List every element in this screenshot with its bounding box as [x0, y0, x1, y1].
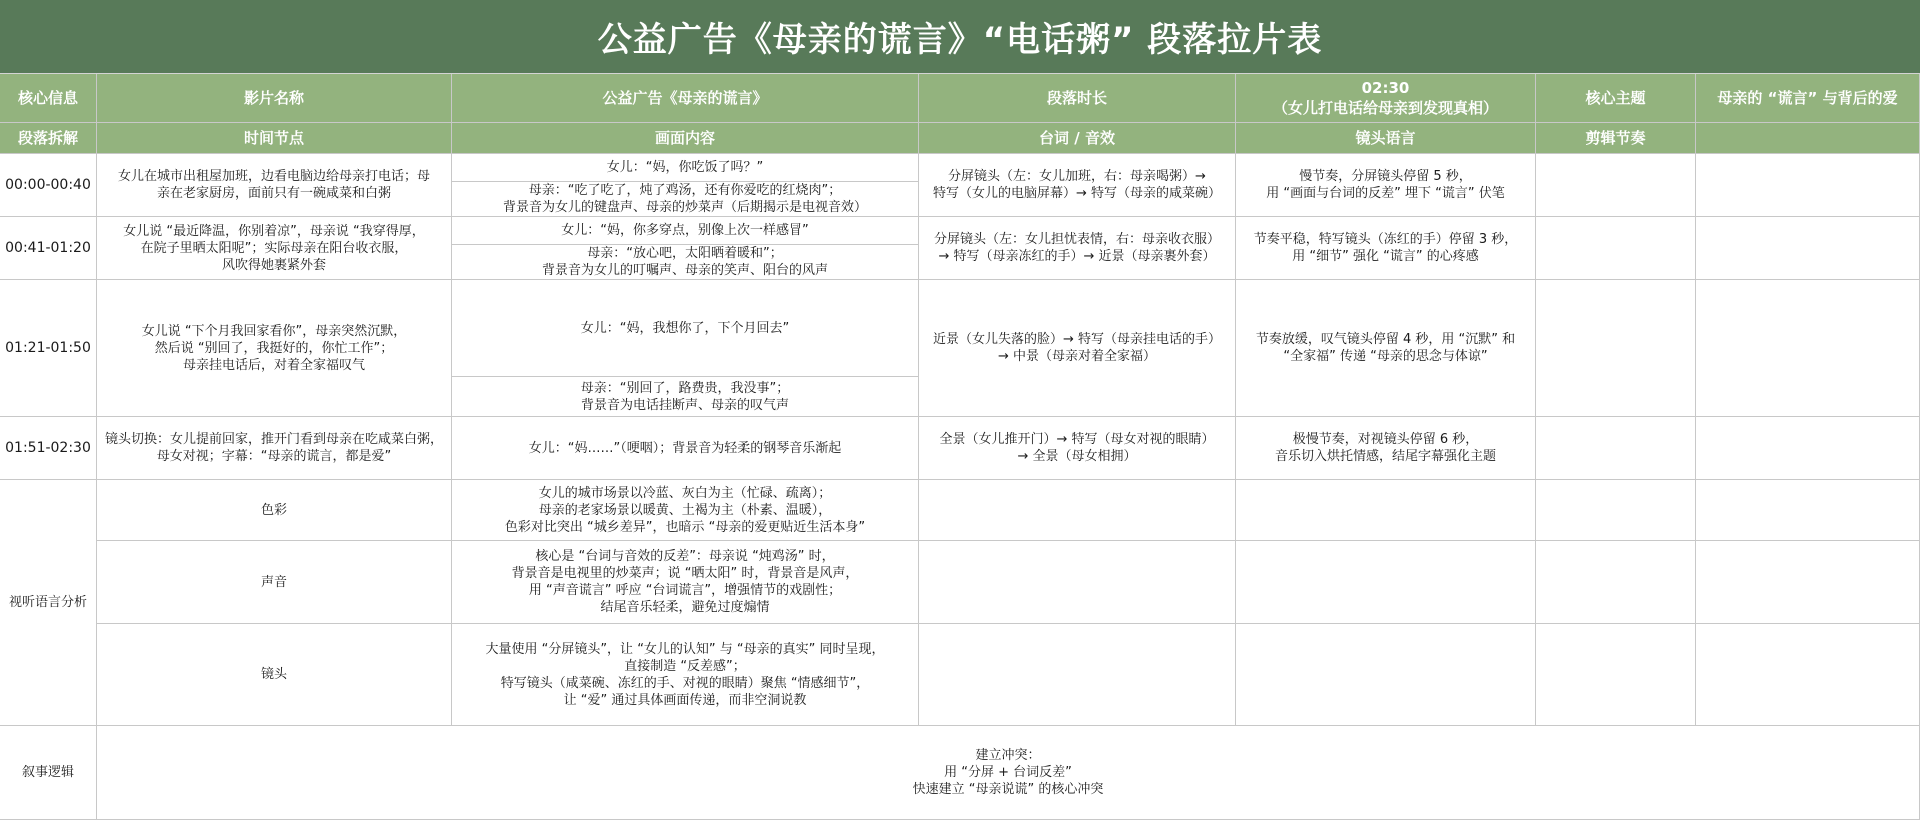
- segment-node: 女儿说 “最近降温，你别着凉”，母亲说 “我穿得厚， 在院子里晒太阳呢”；实际母亲在阳台收衣服， 风吹得她裹紧外套: [97, 217, 452, 280]
- sheet-title: 公益广告《母亲的谎言》“电话粥” 段落拉片表: [0, 0, 1920, 74]
- core-info-label: 核心信息: [0, 74, 97, 123]
- film-name: 公益广告《母亲的谎言》: [452, 74, 919, 123]
- segment-picture: 女儿：“妈……”（哽咽）；背景音为轻柔的钢琴音乐渐起: [452, 417, 919, 480]
- empty-cell: [1536, 154, 1696, 217]
- segment-rhythm: 慢节奏，分屏镜头停留 5 秒， 用 “画面与台词的反差” 埋下 “谎言” 伏笔: [1236, 154, 1536, 217]
- duration-value: 02:30 （女儿打电话给母亲到发现真相）: [1236, 74, 1536, 123]
- segment-camera: 近景（女儿失落的脸）→ 特写（母亲挂电话的手） → 中景（母亲对着全家福）: [919, 280, 1236, 417]
- empty-cell: [1696, 480, 1920, 541]
- dialogue-line: 女儿：“妈，你多穿点，别像上次一样感冒”: [452, 217, 918, 245]
- av-item-content: 女儿的城市场景以冷蓝、灰白为主（忙碌、疏离）； 母亲的老家场景以暖黄、土褐为主（朴素、温暖）， 色彩对比突出 “城乡差异”，也暗示 “母亲的爱更贴近生活本身”: [452, 480, 919, 541]
- narrative-content: 建立冲突： 用 “分屏 + 台词反差” 快速建立 “母亲说谎” 的核心冲突: [97, 726, 1920, 820]
- empty-cell: [919, 541, 1236, 624]
- empty-cell: [1536, 624, 1696, 726]
- empty-cell: [1236, 541, 1536, 624]
- theme-label: 核心主题: [1536, 74, 1696, 123]
- segment-picture: [452, 154, 919, 217]
- empty-cell: [1696, 624, 1920, 726]
- empty-cell: [919, 624, 1236, 726]
- av-item-name: 声音: [97, 541, 452, 624]
- segment-camera: 分屏镜头（左：女儿加班，右：母亲喝粥）→ 特写（女儿的电脑屏幕）→ 特写（母亲的咸菜碗）: [919, 154, 1236, 217]
- dialogue-line: 女儿：“妈，我想你了，下个月回去”: [452, 280, 918, 377]
- empty-header: [1696, 123, 1920, 154]
- empty-cell: [1696, 417, 1920, 480]
- film-name-label: 影片名称: [97, 74, 452, 123]
- segment-time: 00:41-01:20: [0, 217, 97, 280]
- empty-cell: [919, 480, 1236, 541]
- empty-cell: [1236, 480, 1536, 541]
- rhythm-header: 剪辑节奏: [1536, 123, 1696, 154]
- empty-cell: [1696, 280, 1920, 417]
- empty-cell: [1536, 417, 1696, 480]
- av-item-content: 大量使用 “分屏镜头”，让 “女儿的认知” 与 “母亲的真实” 同时呈现， 直接制造 “反差感”； 特写镜头（咸菜碗、冻红的手、对视的眼睛）聚焦 “情感细节”， 让 “爱” 通过具体画面传递，而非空洞说教: [452, 624, 919, 726]
- av-item-name: 镜头: [97, 624, 452, 726]
- empty-cell: [1536, 280, 1696, 417]
- dialogue-line: 母亲：“别回了，路费贵，我没事”； 背景音为电话挂断声、母亲的叹气声: [580, 380, 790, 413]
- dialogue-line: 母亲：“放心吧，太阳晒着暖和”； 背景音为女儿的叮嘱声、母亲的笑声、阳台的风声: [541, 246, 828, 278]
- theme-value: 母亲的 “谎言” 与背后的爱: [1696, 74, 1920, 123]
- segment-node: 镜头切换：女儿提前回家，推开门看到母亲在吃咸菜白粥， 母女对视；字幕：“母亲的谎言，都是爱”: [97, 417, 452, 480]
- segment-node: 女儿在城市出租屋加班，边看电脑边给母亲打电话；母 亲在老家厨房，面前只有一碗咸菜和白粥: [97, 154, 452, 217]
- segment-time: 01:51-02:30: [0, 417, 97, 480]
- breakdown-table: [0, 74, 1920, 797]
- segment-camera: 分屏镜头（左：女儿担忧表情，右：母亲收衣服） → 特写（母亲冻红的手）→ 近景（母亲裹外套）: [919, 217, 1236, 280]
- av-analysis-label: 视听语言分析: [0, 480, 97, 726]
- av-item-content: 核心是 “台词与音效的反差”：母亲说 “炖鸡汤” 时， 背景音是电视里的炒菜声；说 “晒太阳” 时，背景音是风声， 用 “声音谎言” 呼应 “台词谎言”，增强情节的戏剧性； 结尾音乐轻柔，避免过度煽情: [452, 541, 919, 624]
- camera-header: 镜头语言: [1236, 123, 1536, 154]
- empty-cell: [1696, 541, 1920, 624]
- duration-label: 段落时长: [919, 74, 1236, 123]
- narrative-label: 叙事逻辑: [0, 726, 97, 820]
- time-node-header: 时间节点: [97, 123, 452, 154]
- empty-cell: [1236, 624, 1536, 726]
- av-item-name: 色彩: [97, 480, 452, 541]
- empty-cell: [1696, 154, 1920, 217]
- dialogue-line: 母亲：“吃了吃了，炖了鸡汤，还有你爱吃的红烧肉”； 背景音为女儿的键盘声、母亲的炒菜声（后期揭示是电视音效）: [502, 183, 867, 215]
- dialogue-line: 女儿：“妈，你吃饭了吗？”: [452, 154, 918, 182]
- segment-camera: 全景（女儿推开门）→ 特写（母女对视的眼睛） → 全景（母女相拥）: [919, 417, 1236, 480]
- picture-header: 画面内容: [452, 123, 919, 154]
- segment-time: 00:00-00:40: [0, 154, 97, 217]
- dialogue-header: 台词 / 音效: [919, 123, 1236, 154]
- empty-cell: [1696, 217, 1920, 280]
- segment-picture: [452, 217, 919, 280]
- empty-cell: [1536, 541, 1696, 624]
- breakdown-label: 段落拆解: [0, 123, 97, 154]
- segment-rhythm: 节奏平稳，特写镜头（冻红的手）停留 3 秒， 用 “细节” 强化 “谎言” 的心疼感: [1236, 217, 1536, 280]
- empty-cell: [1536, 480, 1696, 541]
- segment-picture: [452, 280, 919, 417]
- segment-node: 女儿说 “下个月我回家看你”，母亲突然沉默， 然后说 “别回了，我挺好的，你忙工作”； 母亲挂电话后，对着全家福叹气: [97, 280, 452, 417]
- segment-rhythm: 极慢节奏，对视镜头停留 6 秒， 音乐切入烘托情感，结尾字幕强化主题: [1236, 417, 1536, 480]
- segment-time: 01:21-01:50: [0, 280, 97, 417]
- segment-rhythm: 节奏放缓，叹气镜头停留 4 秒，用 “沉默” 和 “全家福” 传递 “母亲的思念与体谅”: [1236, 280, 1536, 417]
- empty-cell: [1536, 217, 1696, 280]
